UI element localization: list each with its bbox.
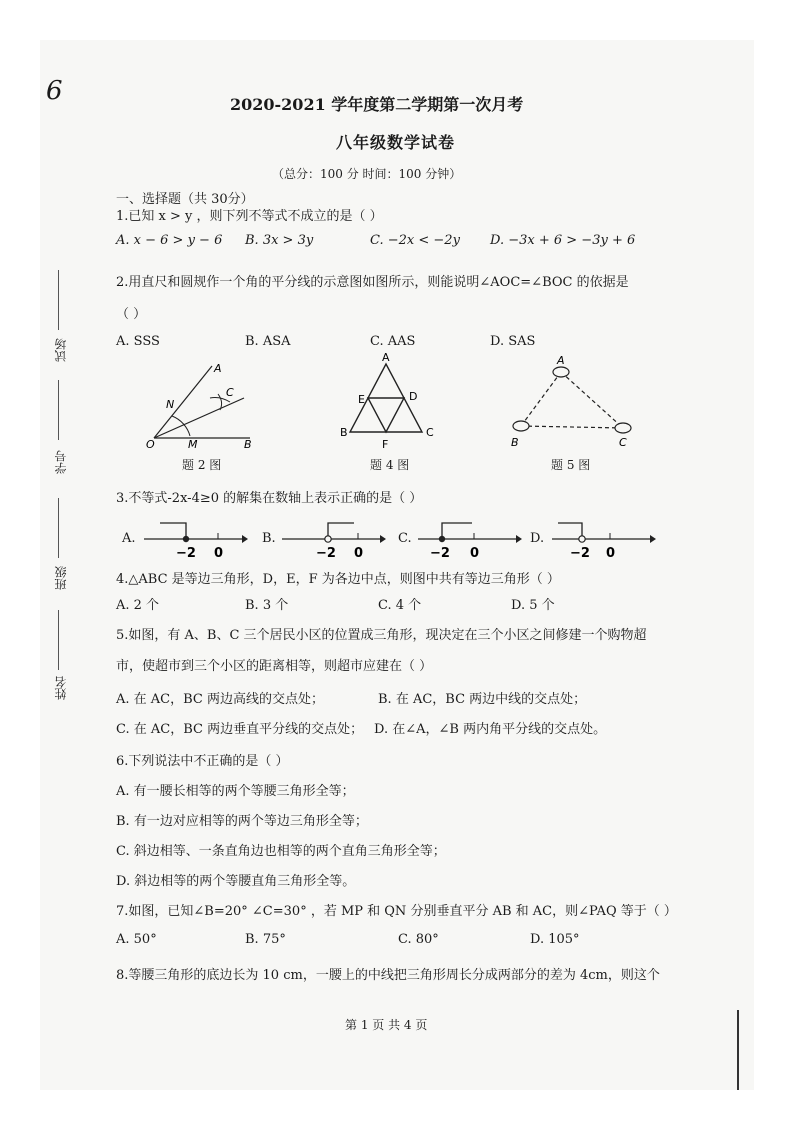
question-2-stem: 2.用直尺和圆规作一个角的平分线的示意图如图所示，则能说明∠AOC=∠BOC 的依据是 [116,275,629,290]
q7-option-a: A. 50° [116,932,157,947]
side-line [58,270,59,330]
figure-4-triangle [336,350,448,454]
exam-meta: （总分：100 分 时间：100 分钟） [272,167,462,181]
fig5-label-b: B [511,436,519,449]
side-label-student-id: 学号 [54,450,68,474]
figure-5-caption: 题 5 图 [551,458,591,472]
q2-option-a: A. SSS [116,334,160,349]
q3b-tick-0: 0 [354,546,364,561]
q1-option-b: B. 3x > 3y [245,233,314,248]
question-7-stem: 7.如图，已知∠B=20° ∠C=30° ，若 MP 和 QN 分别垂直平分 AB 和 AC，则∠PAQ 等于（ ） [116,904,677,919]
q3c-tick-0: 0 [470,546,480,561]
figure-5-locations [505,352,645,452]
side-label-class: 班级 [54,566,68,590]
q7-option-c: C. 80° [398,932,439,947]
q7-option-b: B. 75° [245,932,286,947]
q3d-tick-0: 0 [606,546,616,561]
page-footer: 第 1 页 共 4 页 [345,1018,428,1032]
side-line [58,610,59,670]
question-6-stem: 6.下列说法中不正确的是（ ） [116,754,289,769]
q5-option-b: B. 在 AC，BC 两边中线的交点处； [378,692,587,707]
figure-4-caption: 题 4 图 [370,458,410,472]
figure-2-caption: 题 2 图 [182,458,222,472]
q4-option-b: B. 3 个 [245,598,289,613]
fig2-label-b: B [244,438,252,448]
fig4-label-b: B [340,426,348,439]
side-line [58,380,59,440]
q3-numberline-c [414,515,524,561]
side-label-name: 姓名 [54,676,68,700]
q4-option-d: D. 5 个 [511,598,555,613]
paper-subtitle: 八年级数学试卷 [336,133,456,152]
question-2-paren: （ ） [116,307,147,322]
q3a-tick-0: 0 [214,546,224,561]
q6-option-b: B. 有一边对应相等的两个等边三角形全等； [116,814,368,829]
corner-mark: 6 [46,76,63,106]
fig2-label-o: O [146,438,155,448]
fig4-label-f: F [382,438,389,451]
q3b-tick-neg2: −2 [316,546,336,561]
question-1-stem: 1.已知 x > y ，则下列不等式不成立的是（ ） [116,209,383,224]
q4-option-c: C. 4 个 [378,598,422,613]
q3a-tick-neg2: −2 [176,546,196,561]
q3-option-c: C. [398,531,412,546]
q5-option-a: A. 在 AC，BC 两边高线的交点处； [116,692,324,707]
q5-option-c: C. 在 AC，BC 两边垂直平分线的交点处； [116,722,364,737]
q6-option-c: C. 斜边相等、一条直角边也相等的两个直角三角形全等； [116,844,446,859]
q2-option-c: C. AAS [370,334,416,349]
side-label-exam-room: 试场 [54,338,68,362]
side-line [58,498,59,558]
section-heading: 一、选择题（共 30分） [116,192,254,207]
fig4-label-a: A [382,351,390,364]
q3-option-a: A. [122,531,136,546]
q1-option-a: A. x − 6 > y − 6 [116,233,223,248]
q3-option-b: B. [262,531,276,546]
q3-numberline-d [548,515,658,561]
q1-option-c: C. −2x < −2y [370,233,460,248]
fig5-label-c: C [619,436,627,449]
q6-option-a: A. 有一腰长相等的两个等腰三角形全等； [116,784,355,799]
q3-option-d: D. [530,531,545,546]
q1-option-d: D. −3x + 6 > −3y + 6 [490,233,636,248]
fig2-label-c: C [226,386,234,399]
q2-option-d: D. SAS [490,334,536,349]
q3c-tick-neg2: −2 [430,546,450,561]
question-8-stem: 8.等腰三角形的底边长为 10 cm，一腰上的中线把三角形周长分成两部分的差为 4cm，则这个 [116,968,660,983]
q5-option-d: D. 在∠A，∠B 两内角平分线的交点处。 [374,722,607,737]
fig2-label-n: N [166,398,175,411]
fig2-label-m: M [188,438,198,448]
fig4-label-d: D [409,390,418,403]
exam-title: 2020-2021 学年度第二学期第一次月考 [230,95,524,114]
q3d-tick-neg2: −2 [570,546,590,561]
fig2-label-a: A [214,362,222,375]
fig5-label-a: A [557,354,565,367]
fig4-label-c: C [426,426,434,439]
scan-edge-mark [737,1010,739,1090]
question-4-stem: 4.△ABC 是等边三角形，D，E，F 为各边中点，则图中共有等边三角形（ ） [116,572,560,587]
q6-option-d: D. 斜边相等的两个等腰直角三角形全等。 [116,874,356,889]
q4-option-a: A. 2 个 [116,598,160,613]
question-5-stem-2: 市，使超市到三个小区的距离相等，则超市应建在（ ） [116,659,433,674]
fig4-label-e: E [358,393,365,406]
question-3-stem: 3.不等式-2x-4≥0 的解集在数轴上表示正确的是（ ） [116,491,423,506]
q2-option-b: B. ASA [245,334,291,349]
q3-numberline-b [278,515,388,561]
q7-option-d: D. 105° [530,932,580,947]
question-5-stem: 5.如图，有 A、B、C 三个居民小区的位置成三角形，现决定在三个小区之间修建一个购物超 [116,628,647,643]
q3-numberline-a [140,515,250,561]
figure-2-angle-bisector [140,358,260,448]
